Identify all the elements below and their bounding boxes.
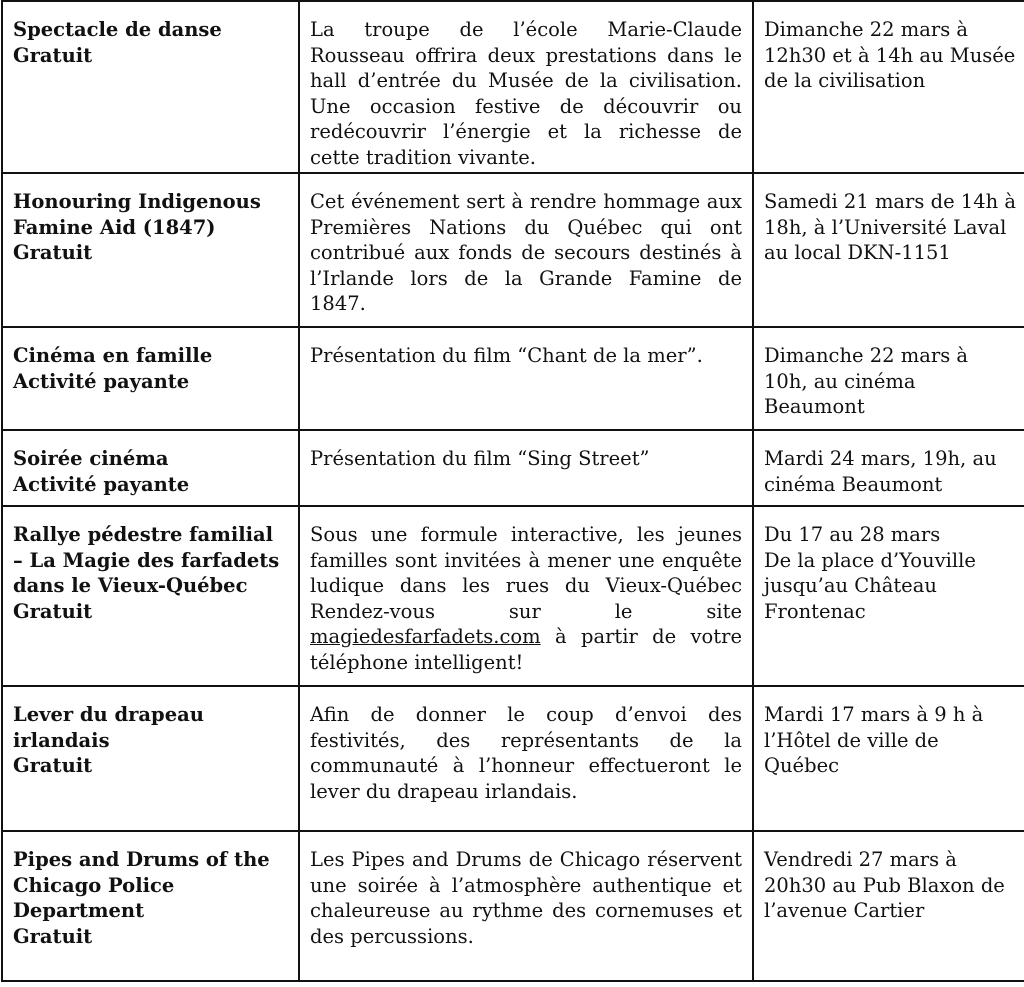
event-when-cell — [753, 430, 1024, 506]
event-description-cell — [299, 506, 753, 686]
event-description: Sous une formule interactive, les jeunes familles sont invitées à mener une enquête ludique dans les rues du Vieux-Québec Rendez-vous sur le site magiedesfarfadets.com à partir de votre téléphone intelligent! — [310, 523, 742, 674]
event-price: Activité payante — [13, 369, 190, 393]
event-when-cell — [753, 173, 1024, 327]
event-when: Dimanche 22 mars à 12h30 et à 14h au Musée de la civilisation — [764, 18, 1016, 92]
event-when-dates: Du 17 au 28 mars — [764, 523, 941, 546]
event-when-cell — [753, 506, 1024, 686]
events-table — [1, 0, 1024, 982]
event-price: Gratuit — [13, 754, 93, 777]
event-title: Spectacle de danse — [13, 18, 222, 41]
event-title: Lever du drapeau irlandais — [13, 703, 204, 752]
event-when-cell — [753, 327, 1024, 430]
event-title: Soirée cinéma — [13, 447, 169, 470]
event-description: Présentation du film “Sing Street” — [310, 447, 650, 470]
event-when: Mardi 17 mars à 9 h à l’Hôtel de ville de Québec — [764, 703, 984, 777]
event-when: Dimanche 22 mars à 10h, au cinéma Beaumont — [764, 344, 969, 418]
table-row — [2, 173, 1024, 327]
event-when: Mardi 24 mars, 19h, au cinéma Beaumont — [764, 447, 997, 496]
event-when: Vendredi 27 mars à 20h30 au Pub Blaxon de l’avenue Cartier — [764, 848, 1005, 922]
website-link[interactable]: magiedesfarfadets.com — [310, 625, 541, 648]
event-description-cell — [299, 686, 753, 831]
event-name-cell — [2, 831, 299, 981]
event-description-cell — [299, 831, 753, 981]
event-description: Cet événement sert à rendre hommage aux Premières Nations du Québec qui ont contribué aux fonds de secours destinés à l’Irlande lors de la Grande Famine de 1847. — [310, 190, 742, 315]
event-title: Rallye pédestre familial – La Magie des farfadets dans le Vieux-Québec — [13, 523, 280, 597]
table-row — [2, 1, 1024, 173]
event-price: Gratuit — [13, 599, 93, 623]
event-price: Activité payante — [13, 472, 190, 496]
event-title: Cinéma en famille — [13, 344, 213, 367]
event-price: Gratuit — [13, 43, 93, 67]
table-row — [2, 686, 1024, 831]
event-description: Afin de donner le coup d’envoi des festivités, des représentants de la communauté à l’honneur effectueront le lever du drapeau irlandais. — [310, 703, 742, 803]
event-title: Pipes and Drums of the Chicago Police Department — [13, 848, 270, 922]
event-price: Gratuit — [13, 241, 93, 264]
table-row — [2, 831, 1024, 981]
table-row — [2, 430, 1024, 506]
event-title: Honouring Indigenous Famine Aid (1847) — [13, 190, 261, 239]
event-name-cell — [2, 686, 299, 831]
event-description-cell — [299, 430, 753, 506]
table-row — [2, 327, 1024, 430]
event-when-cell — [753, 686, 1024, 831]
event-when-cell — [753, 831, 1024, 981]
event-name-cell — [2, 327, 299, 430]
event-when: Samedi 21 mars de 14h à 18h, à l’Université Laval au local DKN-1151 — [764, 190, 1017, 264]
table-row — [2, 506, 1024, 686]
event-description: La troupe de l’école Marie-Claude Rousseau offrira deux prestations dans le hall d’entrée du Musée de la civilisation. Une occasion festive de découvrir ou redécouvrir l’énergie et la richesse de cette tradition vivante. — [310, 18, 742, 169]
event-price: Gratuit — [13, 924, 93, 948]
event-description: Les Pipes and Drums de Chicago réservent une soirée à l’atmosphère authentique et chaleureuse au rythme des cornemuses et des percussions. — [310, 848, 742, 948]
event-name-cell — [2, 430, 299, 506]
event-when-place: De la place d’Youville jusqu’au Château Frontenac — [764, 548, 976, 623]
event-name-cell — [2, 506, 299, 686]
event-description-cell — [299, 173, 753, 327]
event-description-cell — [299, 1, 753, 173]
event-name-cell — [2, 173, 299, 327]
event-when-cell — [753, 1, 1024, 173]
event-description: Présentation du film “Chant de la mer”. — [310, 344, 703, 367]
event-name-cell — [2, 1, 299, 173]
event-description-cell — [299, 327, 753, 430]
